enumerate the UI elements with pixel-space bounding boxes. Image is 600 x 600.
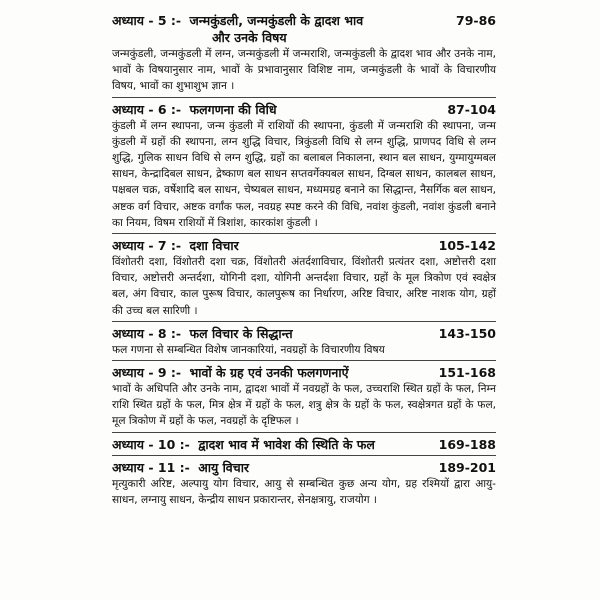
divider	[112, 233, 496, 234]
chapter-title: आयु विचार	[198, 459, 250, 475]
chapter-description: फल गणना से सम्बन्धित विशेष जानकारियां, नवग्रहों के विचारणीय विषय	[112, 343, 385, 356]
table-of-contents	[112, 12, 496, 508]
page-range: 105-142	[438, 238, 496, 254]
chapter-label: अध्याय - 9 :-	[112, 365, 182, 381]
chapter-label: अध्याय - 8 :-	[112, 325, 182, 341]
page-range: 143-150	[438, 325, 496, 341]
chapter-title: द्वादश भाव में भावेश की स्थिति के फल	[198, 436, 375, 452]
chapter-title: फल विचार के सिद्धान्त	[189, 325, 293, 341]
chapter-title: दशा विचार	[189, 238, 239, 254]
page-range: 87-104	[447, 101, 496, 117]
chapter-5	[112, 12, 496, 95]
chapter-title: फलगणना की विधि	[189, 101, 277, 117]
page-range: 169-188	[438, 436, 496, 452]
chapter-heading	[112, 459, 496, 476]
chapter-heading	[112, 12, 496, 29]
chapter-9	[112, 364, 496, 430]
chapter-11	[112, 459, 496, 508]
divider	[112, 432, 496, 433]
chapter-heading	[112, 364, 496, 381]
chapter-label: अध्याय - 6 :-	[112, 101, 182, 117]
chapter-heading	[112, 101, 496, 118]
divider	[112, 455, 496, 456]
chapter-subtitle: और उनके विषय	[212, 30, 287, 45]
page-range: 151-168	[438, 365, 496, 381]
chapter-description: मृत्युकारी अरिष्ट, अल्पायु योग विचार, आयु से सम्बन्धित कुछ अन्य योग, ग्रह रश्मियों द्वारा आयु-साधन, लग्नायु साधन, केन्द्रीय साधन प्रकारान्तर, सेनक्षत्रायु, राजयोग ।	[112, 477, 496, 506]
chapter-label: अध्याय - 7 :-	[112, 238, 182, 254]
chapter-6	[112, 101, 496, 231]
chapter-label: अध्याय - 5 :-	[112, 13, 182, 28]
chapter-heading	[112, 237, 496, 254]
page-range: 79-86	[456, 13, 496, 28]
chapter-label: अध्याय - 11 :-	[112, 459, 190, 475]
chapter-7	[112, 237, 496, 319]
divider	[112, 97, 496, 98]
chapter-description: कुंडली में लग्न स्थापना, जन्म कुंडली में राशियों की स्थापना, कुंडली में जन्मराशि की स्थापना, जन्म कुंडली में ग्रहों की स्थापना, लग्न शुद्धि विचार, त्रिकुंडली विधि से लग्न शुद्धि, प्राणपद विधि से लग्न शुद्धि, गुलिक साधन विधि से लग्न शुद्धि, ग्रहों का बलाबल निकालना, स्थान बल साधन, युग्मायुग्मबल साधन, केन्द्रादिबल साधन, द्रेष्काण बल साधन सप्तवर्गेक्यबल साधन, दिग्बल साधन, कालबल साधन, पक्षबल चक्र, वर्षेशादि बल साधन, चेष्यबल साधन, मध्यमग्रह बनाने का सिद्धान्त, नैसर्गिक बल साधन, अष्टक वर्ग विचार, अष्टक वर्गांक फल, नवग्रह स्पष्ट करने की विधि, नवांश कुंडली, नवांश कुंडली बनाने का नियम, विषम राशियों में त्रिशांश, कारकांश कुंडली ।	[112, 119, 496, 229]
chapter-heading	[112, 436, 496, 453]
chapter-description: जन्मकुंडली, जन्मकुंडली में लग्न, जन्मकुंडली में जन्मराशि, जन्मकुंडली के द्वादश भाव और उनके नाम, भावों के विषयानुसार नाम, भावों के प्रभावानुसार विशिष्ट नाम, जन्मकुंडली के भावों के विचारणीय विषय, भावों का शुभाशुभ ज्ञान ।	[112, 48, 496, 93]
chapter-8	[112, 325, 496, 358]
chapter-title: जन्मकुंडली, जन्मकुंडली के द्वादश भाव	[189, 13, 364, 28]
chapter-description: भावों के अधिपति और उनके नाम, द्वादश भावों में नवग्रहों के फल, उच्चराशि स्थित ग्रहों के फल, निम्न राशि स्थित ग्रहों के फल, मित्र क्षेत्र में ग्रहों के फल, शत्रु क्षेत्र के ग्रहों के फल, स्वक्षेत्रगत ग्रहों के फल, मूल त्रिकोण में ग्रहों के फल, नवग्रहों के दृष्टिफल ।	[112, 383, 496, 428]
chapter-title: भावों के ग्रह एवं उनकी फलगणनाऐं	[189, 365, 349, 381]
chapter-description: विंशोतरी दशा, विंशोतरी दशा चक्र, विंशोतरी अंतर्दशाविचार, विंशोतरी प्रत्यंतर दशा, अष्टोत्तरी दशा विचार, अष्टोत्तरी अन्तर्दशा, योगिनी दशा, योगिनी अन्तर्दशा विचार, ग्रहों के मूल त्रिकोण एवं स्वक्षेत्र बल, अंग विचार, काल पुरूष विचार, कालपुरूष का निर्धारण, अरिष्ट विचार, अरिष्ट नाशक योग, ग्रहों की उच्च बल सारिणी ।	[112, 256, 496, 317]
page-range: 189-201	[438, 459, 496, 475]
chapter-10	[112, 436, 496, 453]
chapter-label: अध्याय - 10 :-	[112, 436, 190, 452]
divider	[112, 360, 496, 361]
chapter-heading	[112, 325, 496, 342]
divider	[112, 321, 496, 322]
